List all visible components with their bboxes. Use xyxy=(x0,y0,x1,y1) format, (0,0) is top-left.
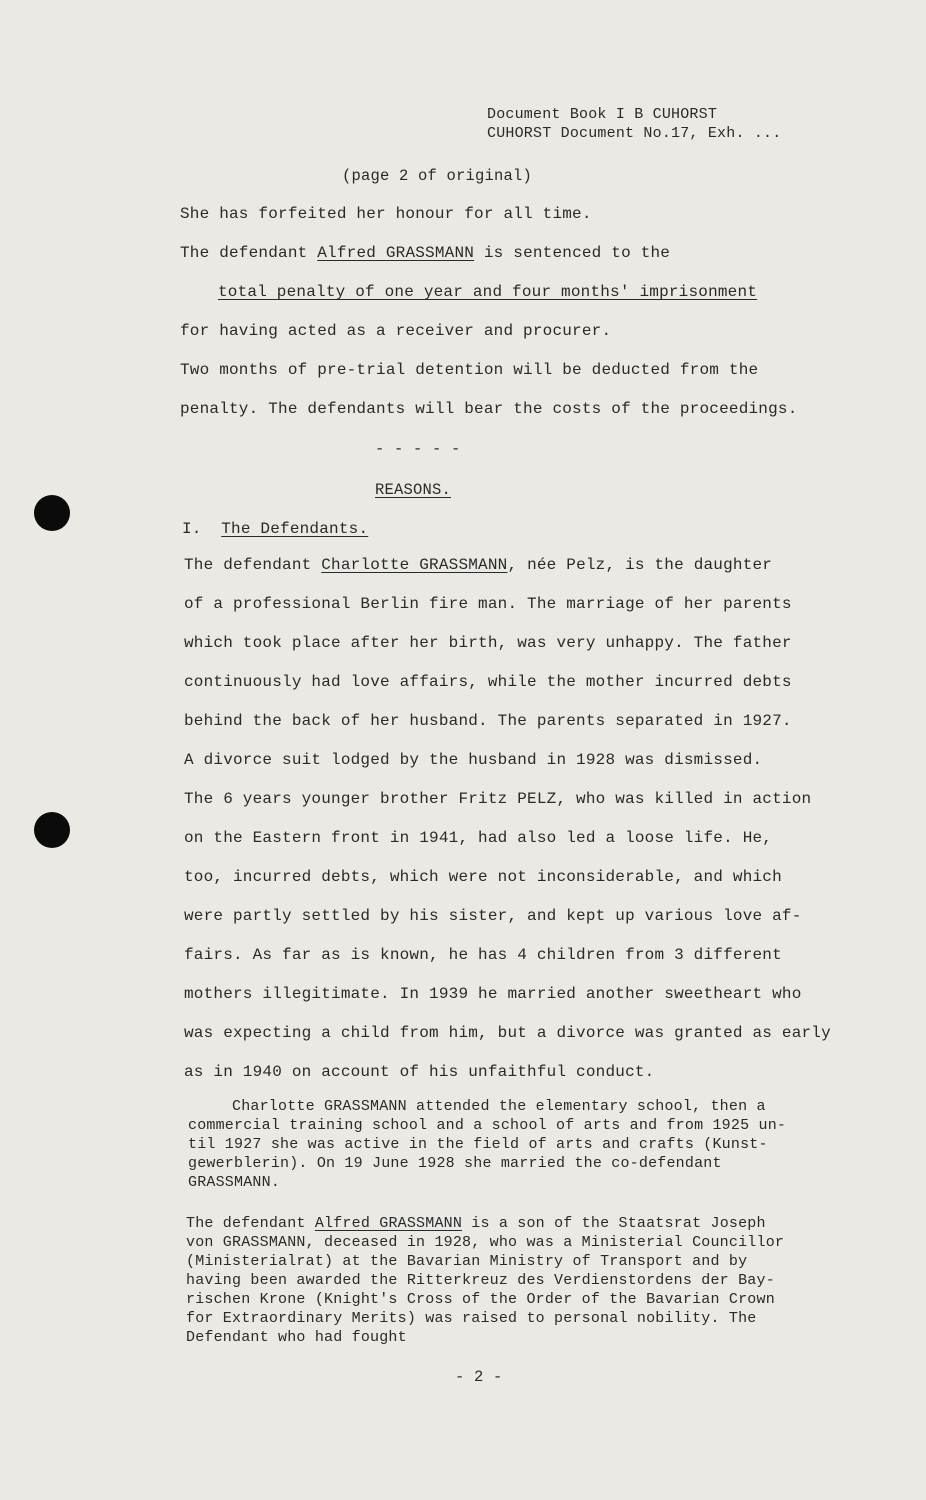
para3-line: Defendant who had fought xyxy=(186,1329,407,1346)
para3-line: (Ministerialrat) at the Bavarian Ministry of Transport and by xyxy=(186,1253,748,1270)
para3-line-1 xyxy=(186,1216,766,1231)
para2-line: Charlotte GRASSMANN attended the elementary school, then a xyxy=(232,1098,766,1115)
verdict-line-4: for having acted as a receiver and procurer. xyxy=(180,322,612,340)
verdict-line-5: Two months of pre-trial detention will be deducted from the xyxy=(180,361,759,379)
verdict-line-2-post: is sentenced to the xyxy=(474,244,671,262)
section-1-number: I. xyxy=(182,520,202,538)
para1-line: fairs. As far as is known, he has 4 children from 3 different xyxy=(184,946,782,964)
section-1-heading xyxy=(182,520,368,538)
para3-post: is a son of the Staatsrat Joseph xyxy=(462,1215,766,1232)
para1-line: behind the back of her husband. The parents separated in 1927. xyxy=(184,712,792,730)
para2-line: til 1927 she was active in the field of arts and crafts (Kunst- xyxy=(188,1136,768,1153)
para1-line: were partly settled by his sister, and kept up various love af- xyxy=(184,907,802,925)
para1-line: mothers illegitimate. In 1939 he married another sweetheart who xyxy=(184,985,802,1003)
para3-pre: The defendant xyxy=(186,1215,315,1232)
para1-line-1 xyxy=(184,556,772,574)
verdict-line-2-pre: The defendant xyxy=(180,244,318,262)
page-number: - 2 - xyxy=(455,1368,503,1386)
para1-post: , née Pelz, is the daughter xyxy=(507,556,773,574)
para1-line: A divorce suit lodged by the husband in 1928 was dismissed. xyxy=(184,751,763,769)
page-note: (page 2 of original) xyxy=(342,167,533,185)
para1-line: as in 1940 on account of his unfaithful conduct. xyxy=(184,1063,655,1081)
header-line-1: Document Book I B CUHORST xyxy=(487,106,718,123)
verdict-line-2 xyxy=(180,244,670,262)
para3-line: having been awarded the Ritterkreuz des Verdienstordens der Bay- xyxy=(186,1272,775,1289)
reasons-heading: REASONS. xyxy=(375,481,452,499)
para1-pre: The defendant xyxy=(184,556,322,574)
para3-line: von GRASSMANN, deceased in 1928, who was a Ministerial Councillor xyxy=(186,1234,785,1251)
defendant-name-charlotte: Charlotte GRASSMANN xyxy=(321,556,508,574)
para1-line: continuously had love affairs, while the mother incurred debts xyxy=(184,673,792,691)
para2-line: GRASSMANN. xyxy=(188,1174,281,1191)
punch-hole-bottom xyxy=(34,812,70,848)
separator: - - - - - xyxy=(375,440,461,458)
para3-line: for Extraordinary Merits) was raised to personal nobility. The xyxy=(186,1310,757,1327)
section-1-title: The Defendants. xyxy=(221,520,369,538)
para1-line: which took place after her birth, was very unhappy. The father xyxy=(184,634,792,652)
header-line-2: CUHORST Document No.17, Exh. ... xyxy=(487,125,782,142)
para1-line: of a professional Berlin fire man. The marriage of her parents xyxy=(184,595,792,613)
para1-line: was expecting a child from him, but a divorce was granted as early xyxy=(184,1024,831,1042)
verdict-line-6: penalty. The defendants will bear the costs of the proceedings. xyxy=(180,400,798,418)
para1-line: The 6 years younger brother Fritz PELZ, who was killed in action xyxy=(184,790,812,808)
para1-line: too, incurred debts, which were not inconsiderable, and which xyxy=(184,868,782,886)
verdict-line-1: She has forfeited her honour for all time. xyxy=(180,205,592,223)
para2-line: gewerblerin). On 19 June 1928 she married the co-defendant xyxy=(188,1155,722,1172)
para2-line: commercial training school and a school of arts and from 1925 un- xyxy=(188,1117,787,1134)
punch-hole-top xyxy=(34,495,70,531)
para1-line: on the Eastern front in 1941, had also led a loose life. He, xyxy=(184,829,773,847)
para3-line: rischen Krone (Knight's Cross of the Order of the Bavarian Crown xyxy=(186,1291,775,1308)
defendant-name-alfred-2: Alfred GRASSMANN xyxy=(314,1215,463,1232)
verdict-sentence: total penalty of one year and four months' imprisonment xyxy=(218,283,758,301)
defendant-name-alfred: Alfred GRASSMANN xyxy=(317,244,475,262)
